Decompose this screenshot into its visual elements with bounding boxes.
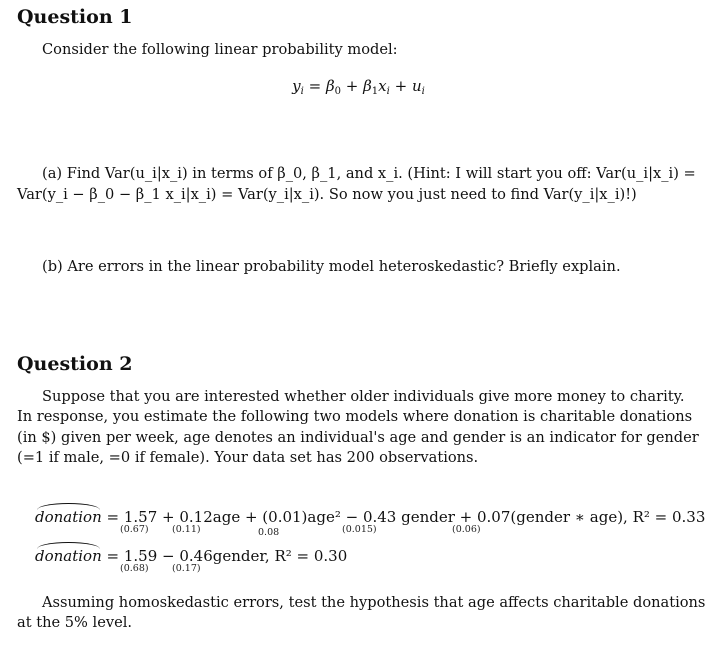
donation-hat: donation [35, 508, 102, 526]
se-gender-1: (0.015) [342, 524, 377, 535]
donation-hat-2: donation [35, 547, 102, 565]
se-age: (0.11) [172, 524, 201, 535]
question-2-para-line-2: In response, you estimate the following two models where donation is charitable donations [17, 408, 693, 425]
question-2-para-line-1: Suppose that you are interested whether older individuals give more money to charity. [42, 388, 685, 405]
part-a-line-2: Var(y_i − β_0 − β_1 x_i|x_i) = Var(y_i|x_i). So now you just need to find Var(y_i|x_i)!) [17, 186, 637, 203]
equation-1-body: = 1.57 + 0.12age + (0.01)age² − 0.43 gender + 0.07(gender ∗ age), R² = 0.33 [101, 508, 706, 526]
se-gender-age: (0.06) [452, 524, 481, 535]
se-intercept-1: (0.67) [120, 524, 149, 535]
se-age-squared: 0.08 [258, 527, 280, 538]
question-2-para-line-4: (=1 if male, =0 if female). Your data set has 200 observations. [17, 449, 479, 466]
closing-line-1: Assuming homoskedastic errors, test the hypothesis that age affects charitable donations [42, 594, 706, 611]
question-1-intro: Consider the following linear probability model: [42, 41, 398, 58]
part-a-line-1: (a) Find Var(u_i|x_i) in terms of β_0, β_1, and x_i. (Hint: I will start you off: Var(u_i|x_i) = [42, 165, 696, 182]
question-2-para-line-3: (in $) given per week, age denotes an individual's age and gender is an indicator for gender [17, 429, 699, 446]
se-gender-2: (0.17) [172, 563, 201, 574]
linear-probability-model-equation: $y_i = \beta_0 + \beta_1x_i + u_i$ [292, 77, 425, 97]
question-1-title: Question 1 [17, 6, 133, 28]
se-intercept-2: (0.68) [120, 563, 149, 574]
equation-2-body: = 1.59 − 0.46gender, R² = 0.30 [101, 547, 348, 565]
question-2-title: Question 2 [17, 353, 133, 375]
closing-line-2: at the 5% level. [17, 614, 133, 631]
part-b-text: (b) Are errors in the linear probability model heteroskedastic? Briefly explain. [42, 258, 621, 275]
